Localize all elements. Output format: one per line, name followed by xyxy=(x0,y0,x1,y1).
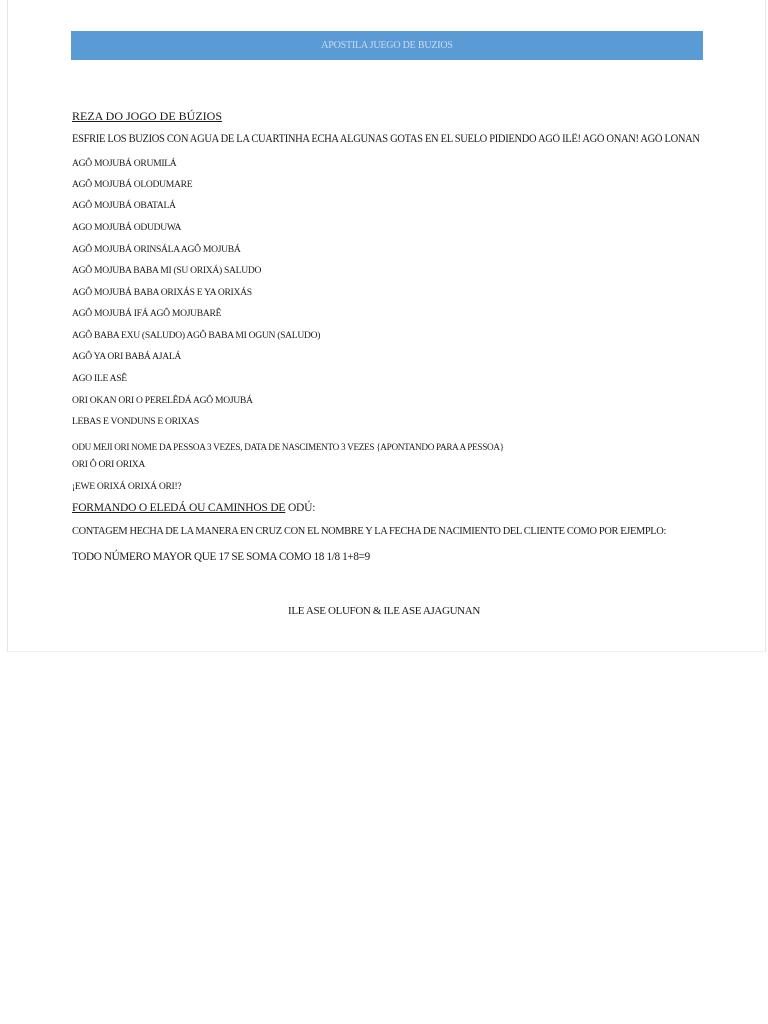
prayer-line: AGÔ MOJUBÁ ORUMILÁ xyxy=(72,158,177,169)
prayer-line: AGÔ BABA EXU (SALUDO) AGÔ BABA MI OGUN (SALUDO) xyxy=(72,330,321,341)
prayer-line: AGÔ MOJUBÁ IFÁ AGÔ MOJUBARÊ xyxy=(72,308,222,319)
prayer-line: LEBAS E VONDUNS E ORIXAS xyxy=(72,416,199,427)
prayer-line: AGÔ MOJUBÁ OBATALÁ xyxy=(72,200,176,211)
prayer-line: AGÔ MOJUBÁ BABA ORIXÁS E YA ORIXÁS xyxy=(72,287,252,298)
numero-rule: TODO NÚMERO MAYOR QUE 17 SE SOMA COMO 18 1/8 1+8=9 xyxy=(72,551,370,563)
prayer-line: AGÔ MOJUBÁ ORINSÁLA AGÔ MOJUBÁ xyxy=(72,244,241,255)
prayer-line: AGO ILE ASÊ xyxy=(72,373,127,384)
ori-line: ORI Ô ORI ORIXA xyxy=(72,459,146,470)
banner-title: APOSTILA JUEGO DE BUZIOS xyxy=(321,40,453,51)
section-heading-reza: REZA DO JOGO DE BÚZIOS xyxy=(72,109,222,123)
contagem-paragraph: CONTAGEM HECHA DE LA MANERA EN CRUZ CON EL NOMBRE Y LA FECHA DE NACIMIENTO DEL CLIENTE COMO POR EJEMPLO: xyxy=(72,526,667,537)
prayer-line: AGÔ MOJUBA BABA MI (SU ORIXÁ) SALUDO xyxy=(72,265,262,276)
section-heading-formando xyxy=(72,503,315,515)
intro-paragraph: ESFRIE LOS BUZIOS CON AGUA DE LA CUARTINHA ECHA ALGUNAS GOTAS EN EL SUELO PIDIENDO AGÔ ILÊ! AGÔ ONAN! AGÔ LONAN xyxy=(72,133,700,145)
prayer-line: ORI OKAN ORI O PERELÊDÁ AGÔ MOJUBÁ xyxy=(72,395,253,406)
footer-credit: ILE ASE OLUFON & ILE ASE AJAGUNAN xyxy=(288,605,480,617)
title-banner xyxy=(71,31,703,60)
prayer-line: AGO MOJUBÁ ODUDUWA xyxy=(72,222,182,233)
ewe-line: ¡EWE ORIXÁ ORIXÁ ORI!? xyxy=(72,481,182,492)
formando-heading-underlined: FORMANDO O ELEDÁ OU CAMINHOS DE xyxy=(72,502,286,514)
formando-heading-rest: ODÚ: xyxy=(285,502,316,514)
prayer-line: AGÔ YA ORI BABÁ AJALÁ xyxy=(72,351,182,362)
odu-meji-note: ODU MEJI ORI NOME DA PESSOA 3 VEZES, DATA DE NASCIMENTO 3 VEZES {APONTANDO PARA A PESSOA} xyxy=(72,442,504,452)
prayer-line: AGÔ MOJUBÁ OLODUMARE xyxy=(72,179,193,190)
